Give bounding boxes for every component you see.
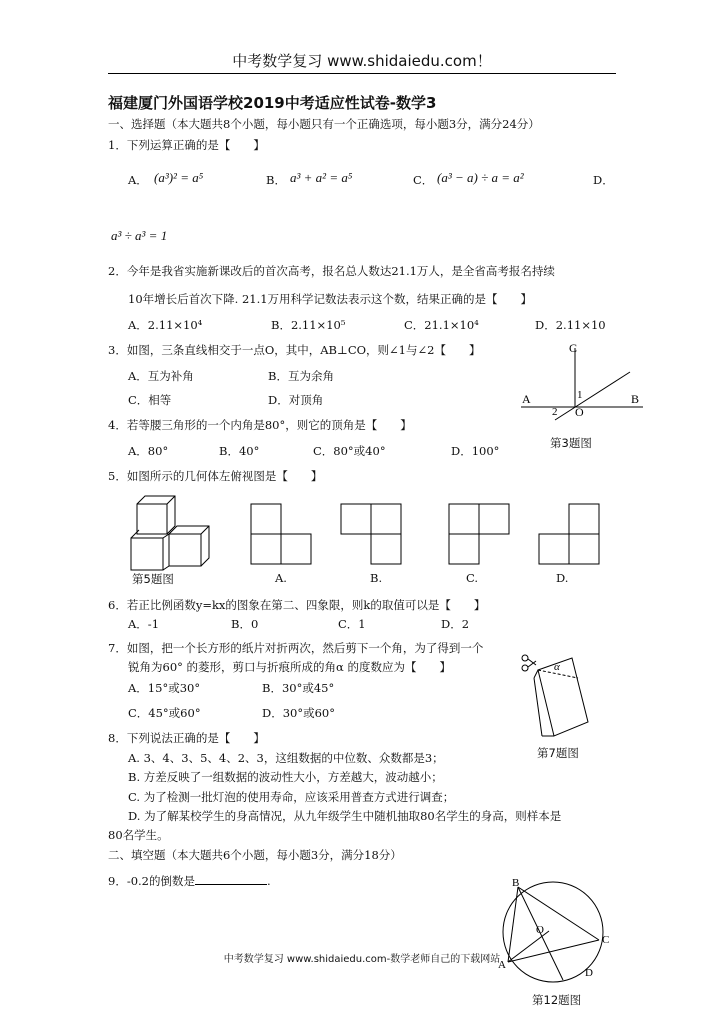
q5-option-b-figure [340, 503, 405, 568]
q7-option-a: A．15°或30° [128, 681, 201, 695]
q4-stem: 4．若等腰三角形的一个内角是80°，则它的顶角是【 】 [108, 418, 412, 432]
q7-option-b: B．30°或45° [262, 681, 335, 695]
q3-figure [515, 340, 650, 420]
q7-line-1: 7．如图，把一个长方形的纸片对折两次，然后剪下一个角，为了得到一个 [108, 641, 484, 655]
q8-option-d-line-1: D. 为了解某校学生的身高情况，从九年级学生中随机抽取80名学生的身高，则样本是 [128, 809, 562, 823]
q3-label-o: O [575, 405, 584, 419]
q3-option-d: D．对顶角 [268, 393, 324, 407]
q6-option-c: C．1 [338, 617, 366, 631]
q3-stem: 3．如图，三条直线相交于一点O，其中，AB⊥CO，则∠1与∠2【 】 [108, 343, 481, 357]
q7-alpha-label: α [554, 661, 560, 673]
q9-question [108, 872, 271, 889]
q4-option-a: A．80° [128, 444, 169, 458]
q6-option-d: D．2 [441, 617, 470, 631]
q5-option-b: B. [370, 571, 383, 585]
q1-option-b-label: B． [266, 173, 286, 187]
q1-option-a: (a³)² = a⁵ [154, 170, 204, 185]
q8-stem: 8．下列说法正确的是【 】 [108, 731, 265, 745]
q2-option-d: D．2.11×10 [535, 318, 606, 332]
q12-label-a: A [498, 959, 506, 971]
q3-label-b: B [631, 392, 640, 406]
q1-option-c-label: C． [413, 173, 434, 187]
q5-option-c-figure [448, 503, 513, 568]
q4-option-d: D．100° [451, 444, 500, 458]
q1-option-a-label: A． [128, 173, 148, 187]
q1-stem: 1．下列运算正确的是【 】 [108, 138, 265, 152]
q9-stem: 9．-0.2的倒数是 [108, 874, 195, 888]
q2-line-1: 2．今年是我省实施新课改后的首次高考，报名总人数达21.1万人，是全省高考报名持续 [108, 264, 555, 278]
q1-option-d-label: D． [593, 173, 614, 187]
q9-answer-blank[interactable] [195, 872, 267, 885]
q12-caption: 第12题图 [532, 993, 582, 1007]
q2-line-2: 10年增长后首次下降. 21.1万用科学记数法表示这个数，结果正确的是【 】 [128, 292, 533, 306]
q12-label-o: O [536, 924, 544, 936]
q9-end: . [267, 874, 271, 888]
q7-figure [520, 648, 595, 740]
header-divider [108, 73, 616, 74]
q7-option-d: D．30°或60° [262, 706, 335, 720]
q5-caption: 第5题图 [132, 572, 174, 586]
q6-stem: 6．若正比例函数y=kx的图象在第二、四象限，则k的取值可以是【 】 [108, 598, 486, 612]
q7-line-2: 锐角为60° 的菱形，剪口与折痕所成的角α 的度数应为【 】 [128, 660, 451, 674]
section-2-heading: 二、填空题（本大题共6个小题，每小题3分，满分18分） [108, 848, 402, 862]
q3-label-2: 2 [552, 406, 558, 418]
q7-option-c: C．45°或60° [128, 706, 201, 720]
q5-solid-figure [125, 492, 220, 572]
page-footer: 中考数学复习 www.shidaiedu.com-数学老师自己的下载网站 [223, 954, 501, 965]
q4-option-c: C．80°或40° [313, 444, 386, 458]
q6-option-a: A．-1 [128, 617, 160, 631]
q7-caption: 第7题图 [537, 746, 579, 760]
q8-option-d-line-2: 80名学生。 [108, 828, 169, 842]
q4-option-b: B．40° [219, 444, 260, 458]
q3-label-a: A [522, 392, 531, 406]
q2-option-c: C．21.1×10⁴ [404, 318, 479, 332]
q6-option-b: B．0 [231, 617, 259, 631]
q8-option-b: B. 方差反映了一组数据的波动性大小，方差越大，波动越小； [128, 770, 443, 784]
q3-option-c: C．相等 [128, 393, 172, 407]
q2-option-b: B．2.11×10⁵ [271, 318, 346, 332]
q8-option-a: A. 3、4、3、5、4、2、3，这组数据的中位数、众数都是3； [128, 751, 444, 765]
section-1-heading: 一、选择题（本大题共8个小题，每小题只有一个正确选项，每小题3分，满分24分） [108, 117, 540, 131]
q1-option-b: a³ + a² = a⁵ [290, 170, 353, 185]
q5-option-d: D. [556, 571, 569, 585]
q5-stem: 5．如图所示的几何体左俯视图是【 】 [108, 469, 323, 483]
q3-option-b: B．互为余角 [268, 369, 334, 383]
q1-option-d: a³ ÷ a³ = 1 [111, 228, 168, 243]
q12-label-d: D [585, 967, 593, 979]
page-header: 中考数学复习 www.shidaiedu.com！ [232, 52, 492, 70]
q1-option-c: (a³ − a) ÷ a = a² [437, 170, 524, 185]
q12-label-b: B [512, 877, 520, 889]
q12-figure [495, 876, 615, 981]
q3-option-a: A．互为补角 [128, 369, 194, 383]
q5-option-c: C. [466, 571, 479, 585]
q3-caption: 第3题图 [550, 436, 592, 450]
q5-option-d-figure [538, 503, 603, 568]
q2-option-a: A．2.11×10⁴ [128, 318, 203, 332]
q12-label-c: C [602, 934, 610, 946]
q5-option-a-figure [250, 503, 315, 568]
q8-option-c: C. 为了检测一批灯泡的使用寿命，应该采用普查方式进行调查； [128, 790, 455, 804]
q3-label-c: C [569, 341, 578, 355]
exam-title: 福建厦门外国语学校2019中考适应性试卷-数学3 [108, 94, 437, 112]
q5-option-a: A. [275, 571, 287, 585]
q3-label-1: 1 [577, 389, 583, 401]
